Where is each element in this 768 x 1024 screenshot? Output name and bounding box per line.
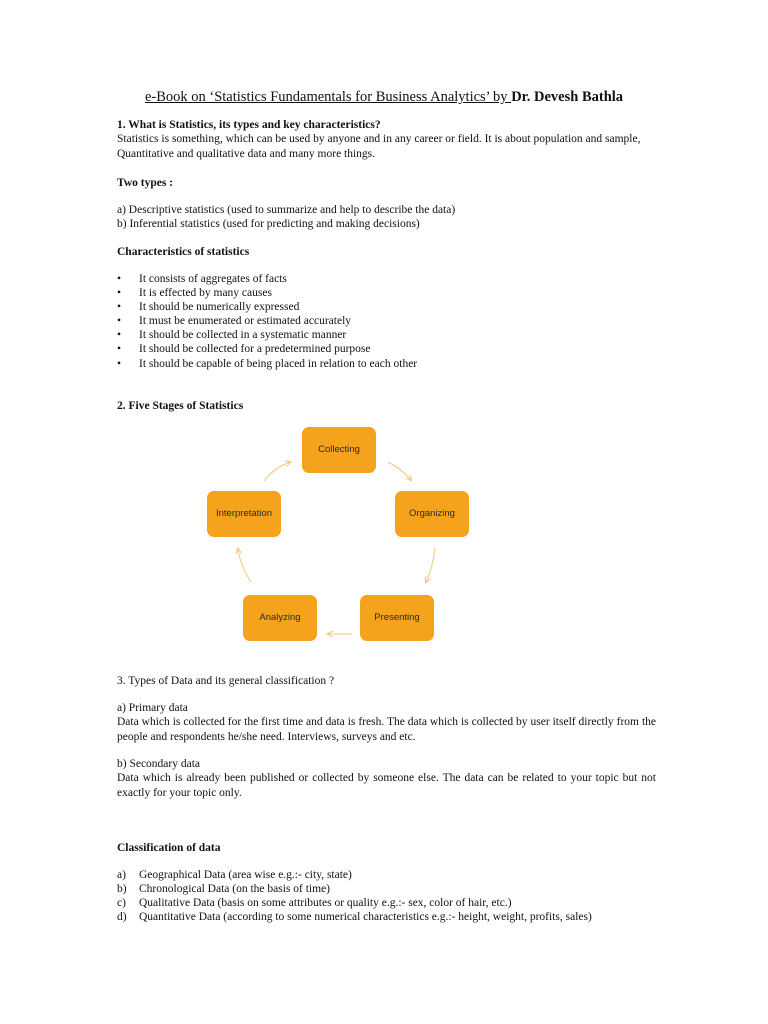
bullet: • [117,273,122,285]
type-inferential: b) Inferential statistics (used for predicting and making decisions) [117,218,420,230]
section3-heading: 3. Types of Data and its general classification ? [117,675,335,687]
stage-analyzing: Analyzing [243,595,317,641]
stage-organizing: Organizing [395,491,469,537]
stage-collecting: Collecting [302,427,376,473]
bullet: • [117,301,122,314]
characteristics-list [117,272,656,371]
stage-interpretation: Interpretation [207,491,281,537]
title-author: Dr. Devesh Bathla [511,89,624,105]
bullet: • [117,343,122,356]
primary-data-text: Data which is collected for the first time and data is fresh. The data which is collected by user itself directly from the people and respondents he/she need. Interviews, surveys and etc. [117,716,656,743]
secondary-data-text: Data which is already been published or collected by someone else. The data can be related to your topic but not exactly for your topic only. [117,772,656,799]
title-text: e-Book on ‘Statistics Fundamentals for Business Analytics’ by [144,89,512,105]
arrow-collecting-organizing [388,462,411,480]
section1-heading: 1. What is Statistics, its types and key characteristics? [117,119,381,131]
list-item: d) Quantitative Data (according to some numerical characteristics e.g.:- height, weight, profits, sales) [117,911,592,924]
stage-presenting: Presenting [360,595,434,641]
list-item: a) Geographical Data (area wise e.g.:- city, state) [117,869,352,881]
list-item: c) Qualitative Data (basis on some attributes or quality e.g.:- sex, color of hair, etc.) [117,897,512,910]
list-item: • It consists of aggregates of facts [117,273,287,285]
list-item: • It should be capable of being placed in relation to each other [117,357,418,370]
arrow-analyzing-interpretation [238,549,251,582]
type-descriptive: a) Descriptive statistics (used to summarize and help to describe the data) [117,204,456,216]
list-item: • It must be enumerated or estimated accurately [117,315,352,328]
bullet: • [117,329,122,342]
section2-heading: 2. Five Stages of Statistics [117,400,244,412]
secondary-data-label: b) Secondary data [117,758,201,770]
bullet: • [117,357,122,370]
classification-heading: Classification of data [117,842,221,854]
classification-list [117,868,656,924]
list-item: • It should be collected for a predetermined purpose [117,343,371,356]
list-item: b) Chronological Data (on the basis of time) [117,883,330,896]
bullet: • [117,287,122,300]
list-item: • It should be numerically expressed [117,301,300,314]
arrow-interpretation-collecting [264,462,290,481]
bullet: • [117,315,122,328]
arrow-organizing-presenting [426,548,435,582]
section1-intro: Statistics is something, which can be used by anyone and in any career or field. It is about population and sample, Quantitative and qualitative data and many more things. [117,133,641,160]
document-title [0,88,768,106]
characteristics-heading: Characteristics of statistics [117,246,250,258]
primary-data-label: a) Primary data [117,702,188,714]
types-heading: Two types : [117,177,174,189]
list-item: • It should be collected in a systematic manner [117,329,347,342]
list-item: • It is effected by many causes [117,287,272,300]
